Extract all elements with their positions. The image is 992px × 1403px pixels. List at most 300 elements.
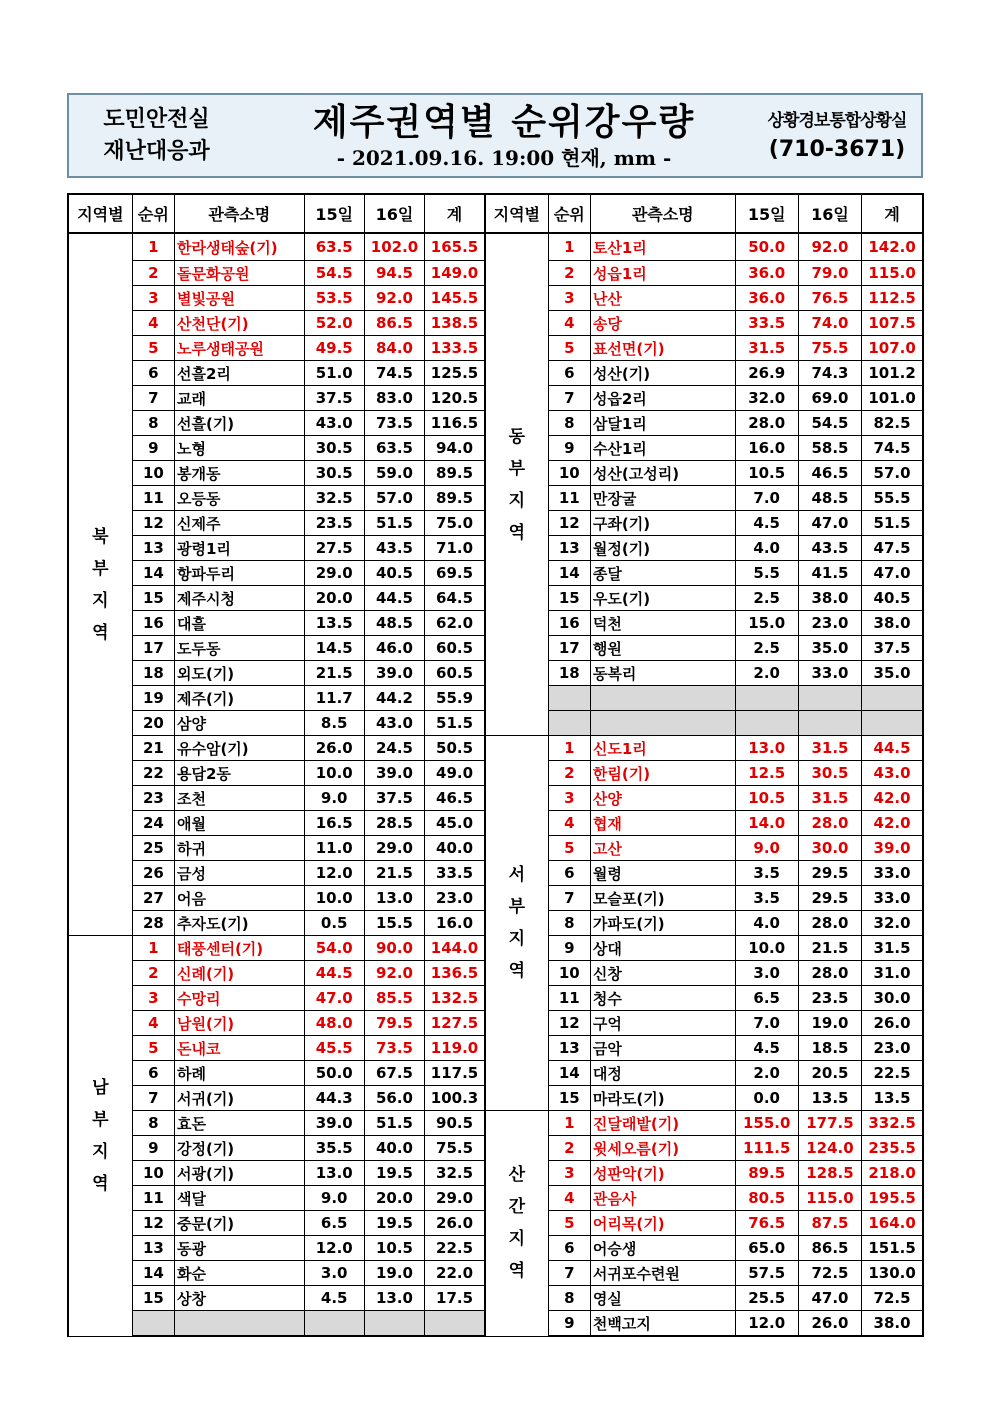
rain-day15: 63.5 bbox=[304, 233, 364, 261]
rain-total: 117.5 bbox=[425, 1061, 485, 1086]
rain-day16: 13.0 bbox=[364, 1286, 424, 1311]
rain-day15: 2.0 bbox=[735, 661, 798, 686]
rain-day15: 53.5 bbox=[304, 286, 364, 311]
rain-day15: 37.5 bbox=[304, 386, 364, 411]
station-rank: 8 bbox=[548, 1286, 590, 1311]
station-name: 광령1리 bbox=[174, 536, 304, 561]
station-name: 어음 bbox=[174, 886, 304, 911]
rain-day15: 32.5 bbox=[304, 486, 364, 511]
station-name: 서광(기) bbox=[174, 1161, 304, 1186]
rain-total: 69.5 bbox=[425, 561, 485, 586]
empty-cell bbox=[798, 711, 861, 736]
rain-total: 89.5 bbox=[425, 486, 485, 511]
rain-day15: 5.5 bbox=[735, 561, 798, 586]
col-header-day16: 16일 bbox=[364, 194, 424, 233]
rain-day16: 84.0 bbox=[364, 336, 424, 361]
rain-day15: 76.5 bbox=[735, 1211, 798, 1236]
rain-total: 89.5 bbox=[425, 461, 485, 486]
rain-day15: 28.0 bbox=[735, 411, 798, 436]
rain-day16: 87.5 bbox=[798, 1211, 861, 1236]
station-name: 성읍2리 bbox=[590, 386, 735, 411]
rain-day16: 33.0 bbox=[798, 661, 861, 686]
rain-day16: 92.0 bbox=[364, 961, 424, 986]
rain-day16: 39.0 bbox=[364, 661, 424, 686]
station-name: 가파도(기) bbox=[590, 911, 735, 936]
station-rank: 13 bbox=[132, 1236, 174, 1261]
station-rank: 6 bbox=[548, 361, 590, 386]
station-name: 삼달1리 bbox=[590, 411, 735, 436]
rain-total: 74.5 bbox=[862, 436, 923, 461]
rain-total: 22.0 bbox=[425, 1261, 485, 1286]
station-name: 난산 bbox=[590, 286, 735, 311]
region-name bbox=[485, 233, 548, 736]
rain-total: 332.5 bbox=[862, 1111, 923, 1136]
station-name: 색달 bbox=[174, 1186, 304, 1211]
station-rank: 5 bbox=[132, 336, 174, 361]
station-name: 천백고지 bbox=[590, 1311, 735, 1337]
station-rank: 14 bbox=[132, 561, 174, 586]
rain-day16: 67.5 bbox=[364, 1061, 424, 1086]
rain-day15: 3.0 bbox=[304, 1261, 364, 1286]
station-rank: 3 bbox=[132, 986, 174, 1011]
rain-day16: 63.5 bbox=[364, 436, 424, 461]
rain-day16: 44.5 bbox=[364, 586, 424, 611]
rain-day16: 21.5 bbox=[798, 936, 861, 961]
station-name: 산양 bbox=[590, 786, 735, 811]
rain-total: 49.0 bbox=[425, 761, 485, 786]
empty-cell bbox=[590, 686, 735, 711]
station-name: 신도1리 bbox=[590, 736, 735, 761]
station-rank: 8 bbox=[548, 411, 590, 436]
station-name: 성산(기) bbox=[590, 361, 735, 386]
station-rank: 12 bbox=[132, 1211, 174, 1236]
rain-total: 40.5 bbox=[862, 586, 923, 611]
rain-day16: 124.0 bbox=[798, 1136, 861, 1161]
col-header-region: 지역별 bbox=[485, 194, 548, 233]
rain-total: 235.5 bbox=[862, 1136, 923, 1161]
station-name: 상대 bbox=[590, 936, 735, 961]
rain-total: 16.0 bbox=[425, 911, 485, 936]
rain-day16: 29.5 bbox=[798, 886, 861, 911]
station-rank: 25 bbox=[132, 836, 174, 861]
station-rank: 15 bbox=[132, 1286, 174, 1311]
col-header-day16: 16일 bbox=[798, 194, 861, 233]
station-name: 동광 bbox=[174, 1236, 304, 1261]
station-name: 송당 bbox=[590, 311, 735, 336]
rain-total: 218.0 bbox=[862, 1161, 923, 1186]
station-rank: 10 bbox=[132, 461, 174, 486]
station-rank: 5 bbox=[132, 1036, 174, 1061]
rain-day15: 2.5 bbox=[735, 586, 798, 611]
station-rank: 4 bbox=[548, 1186, 590, 1211]
station-name: 진달래밭(기) bbox=[590, 1111, 735, 1136]
office-name: 상황경보통합상황실 bbox=[767, 110, 907, 131]
rain-day16: 40.0 bbox=[364, 1136, 424, 1161]
rain-day16: 28.0 bbox=[798, 911, 861, 936]
rain-day16: 21.5 bbox=[364, 861, 424, 886]
col-header-station: 관측소명 bbox=[590, 194, 735, 233]
station-name: 청수 bbox=[590, 986, 735, 1011]
rain-total: 145.5 bbox=[425, 286, 485, 311]
rain-total: 144.0 bbox=[425, 936, 485, 961]
station-name: 도두동 bbox=[174, 636, 304, 661]
rain-total: 44.5 bbox=[862, 736, 923, 761]
rain-day16: 72.5 bbox=[798, 1261, 861, 1286]
rain-day15: 89.5 bbox=[735, 1161, 798, 1186]
station-rank: 1 bbox=[548, 736, 590, 761]
rain-day16: 28.0 bbox=[798, 811, 861, 836]
region-label: 남부지역 bbox=[92, 1077, 109, 1194]
rain-total: 133.5 bbox=[425, 336, 485, 361]
rain-total: 46.5 bbox=[425, 786, 485, 811]
station-name: 중문(기) bbox=[174, 1211, 304, 1236]
rain-total: 64.5 bbox=[425, 586, 485, 611]
rain-day15: 29.0 bbox=[304, 561, 364, 586]
station-rank: 1 bbox=[548, 1111, 590, 1136]
rain-day16: 40.5 bbox=[364, 561, 424, 586]
station-name: 수산1리 bbox=[590, 436, 735, 461]
station-name: 대정 bbox=[590, 1061, 735, 1086]
rain-day15: 48.0 bbox=[304, 1011, 364, 1036]
station-name: 화순 bbox=[174, 1261, 304, 1286]
station-rank: 5 bbox=[548, 836, 590, 861]
rain-total: 30.0 bbox=[862, 986, 923, 1011]
rain-day15: 0.0 bbox=[735, 1086, 798, 1111]
station-rank: 1 bbox=[548, 233, 590, 261]
station-rank: 9 bbox=[548, 436, 590, 461]
rain-day16: 43.0 bbox=[364, 711, 424, 736]
rain-day15: 12.0 bbox=[735, 1311, 798, 1337]
rainfall-table bbox=[67, 193, 924, 1337]
station-name: 모슬포(기) bbox=[590, 886, 735, 911]
rain-day15: 44.3 bbox=[304, 1086, 364, 1111]
station-name: 협재 bbox=[590, 811, 735, 836]
region-name bbox=[68, 233, 132, 936]
table-header-row bbox=[68, 194, 923, 233]
rain-day15: 3.5 bbox=[735, 861, 798, 886]
rain-day15: 49.5 bbox=[304, 336, 364, 361]
rain-total: 75.5 bbox=[425, 1136, 485, 1161]
station-rank: 24 bbox=[132, 811, 174, 836]
rain-day15: 32.0 bbox=[735, 386, 798, 411]
rain-day16: 31.5 bbox=[798, 736, 861, 761]
rain-total: 112.5 bbox=[862, 286, 923, 311]
station-name: 유수암(기) bbox=[174, 736, 304, 761]
rain-day16: 102.0 bbox=[364, 233, 424, 261]
table-row bbox=[68, 1111, 923, 1136]
station-name: 하례 bbox=[174, 1061, 304, 1086]
rain-day15: 15.0 bbox=[735, 611, 798, 636]
rain-day15: 155.0 bbox=[735, 1111, 798, 1136]
station-rank: 15 bbox=[548, 586, 590, 611]
rain-day15: 54.0 bbox=[304, 936, 364, 961]
col-header-total: 계 bbox=[862, 194, 923, 233]
empty-cell bbox=[132, 1311, 174, 1337]
station-name: 선흘(기) bbox=[174, 411, 304, 436]
rain-day16: 86.5 bbox=[798, 1236, 861, 1261]
rain-total: 82.5 bbox=[862, 411, 923, 436]
rain-total: 22.5 bbox=[425, 1236, 485, 1261]
contact-block bbox=[757, 103, 917, 168]
rain-day15: 51.0 bbox=[304, 361, 364, 386]
station-name: 고산 bbox=[590, 836, 735, 861]
rain-day15: 14.5 bbox=[304, 636, 364, 661]
rain-total: 149.0 bbox=[425, 261, 485, 286]
rain-day15: 4.0 bbox=[735, 911, 798, 936]
station-name: 선흘2리 bbox=[174, 361, 304, 386]
rain-total: 51.5 bbox=[862, 511, 923, 536]
rain-day16: 75.5 bbox=[798, 336, 861, 361]
rain-day16: 73.5 bbox=[364, 1036, 424, 1061]
rain-day16: 59.0 bbox=[364, 461, 424, 486]
station-name: 돈내코 bbox=[174, 1036, 304, 1061]
rain-day16: 90.0 bbox=[364, 936, 424, 961]
title-block bbox=[244, 95, 764, 176]
rain-total: 55.5 bbox=[862, 486, 923, 511]
rain-day15: 8.5 bbox=[304, 711, 364, 736]
rain-day15: 7.0 bbox=[735, 486, 798, 511]
station-name: 표선면(기) bbox=[590, 336, 735, 361]
station-name: 우도(기) bbox=[590, 586, 735, 611]
empty-cell bbox=[548, 711, 590, 736]
station-name: 구좌(기) bbox=[590, 511, 735, 536]
station-name: 남원(기) bbox=[174, 1011, 304, 1036]
rain-day15: 45.5 bbox=[304, 1036, 364, 1061]
rain-day15: 44.5 bbox=[304, 961, 364, 986]
rain-day16: 86.5 bbox=[364, 311, 424, 336]
rain-day16: 47.0 bbox=[798, 1286, 861, 1311]
rain-day15: 31.5 bbox=[735, 336, 798, 361]
rain-day16: 51.5 bbox=[364, 511, 424, 536]
station-rank: 28 bbox=[132, 911, 174, 936]
rain-total: 31.5 bbox=[862, 936, 923, 961]
page-subtitle: - 2021.09.16. 19:00 현재, mm - bbox=[336, 146, 672, 170]
rain-total: 32.0 bbox=[862, 911, 923, 936]
rain-day15: 80.5 bbox=[735, 1186, 798, 1211]
station-name: 오등동 bbox=[174, 486, 304, 511]
rain-day15: 16.5 bbox=[304, 811, 364, 836]
col-header-rank: 순위 bbox=[132, 194, 174, 233]
station-name: 신례(기) bbox=[174, 961, 304, 986]
rain-day15: 4.5 bbox=[735, 511, 798, 536]
rain-total: 32.5 bbox=[425, 1161, 485, 1186]
rain-total: 130.0 bbox=[862, 1261, 923, 1286]
station-name: 항파두리 bbox=[174, 561, 304, 586]
rain-day16: 28.5 bbox=[364, 811, 424, 836]
rain-total: 62.0 bbox=[425, 611, 485, 636]
rain-day15: 6.5 bbox=[304, 1211, 364, 1236]
station-rank: 11 bbox=[548, 986, 590, 1011]
station-name: 윗세오름(기) bbox=[590, 1136, 735, 1161]
region-label: 동부지역 bbox=[508, 426, 526, 543]
station-name: 추자도(기) bbox=[174, 911, 304, 936]
col-header-day15: 15일 bbox=[304, 194, 364, 233]
station-rank: 17 bbox=[548, 636, 590, 661]
station-rank: 5 bbox=[548, 1211, 590, 1236]
rain-total: 195.5 bbox=[862, 1186, 923, 1211]
station-rank: 26 bbox=[132, 861, 174, 886]
rain-day15: 47.0 bbox=[304, 986, 364, 1011]
rain-total: 120.5 bbox=[425, 386, 485, 411]
rain-total: 50.5 bbox=[425, 736, 485, 761]
rain-day15: 54.5 bbox=[304, 261, 364, 286]
station-rank: 22 bbox=[132, 761, 174, 786]
rain-total: 60.5 bbox=[425, 661, 485, 686]
station-rank: 10 bbox=[548, 961, 590, 986]
rain-day16: 39.0 bbox=[364, 761, 424, 786]
station-rank: 13 bbox=[132, 536, 174, 561]
rain-total: 51.5 bbox=[425, 711, 485, 736]
rain-total: 55.9 bbox=[425, 686, 485, 711]
station-name: 성산(고성리) bbox=[590, 461, 735, 486]
rain-total: 60.5 bbox=[425, 636, 485, 661]
rain-total: 138.5 bbox=[425, 311, 485, 336]
station-name: 하귀 bbox=[174, 836, 304, 861]
rain-total: 13.5 bbox=[862, 1086, 923, 1111]
rain-day16: 73.5 bbox=[364, 411, 424, 436]
rain-day15: 35.5 bbox=[304, 1136, 364, 1161]
empty-cell bbox=[590, 711, 735, 736]
rain-day15: 50.0 bbox=[304, 1061, 364, 1086]
rain-day16: 19.0 bbox=[798, 1011, 861, 1036]
rain-day16: 44.2 bbox=[364, 686, 424, 711]
rain-day16: 79.5 bbox=[364, 1011, 424, 1036]
rain-day15: 27.5 bbox=[304, 536, 364, 561]
station-name: 월정(기) bbox=[590, 536, 735, 561]
station-rank: 12 bbox=[548, 1011, 590, 1036]
rain-day15: 4.5 bbox=[304, 1286, 364, 1311]
rain-total: 72.5 bbox=[862, 1286, 923, 1311]
station-rank: 15 bbox=[548, 1086, 590, 1111]
region-name bbox=[485, 736, 548, 1111]
rain-day15: 33.5 bbox=[735, 311, 798, 336]
rain-day15: 36.0 bbox=[735, 286, 798, 311]
rain-total: 75.0 bbox=[425, 511, 485, 536]
station-rank: 6 bbox=[548, 1236, 590, 1261]
rain-day16: 177.5 bbox=[798, 1111, 861, 1136]
station-rank: 3 bbox=[548, 286, 590, 311]
station-name: 제주시청 bbox=[174, 586, 304, 611]
station-name: 구억 bbox=[590, 1011, 735, 1036]
rain-day16: 23.5 bbox=[798, 986, 861, 1011]
empty-cell bbox=[798, 686, 861, 711]
rain-day15: 43.0 bbox=[304, 411, 364, 436]
rain-total: 115.0 bbox=[862, 261, 923, 286]
station-rank: 11 bbox=[132, 486, 174, 511]
rain-day16: 30.5 bbox=[798, 761, 861, 786]
rain-day16: 76.5 bbox=[798, 286, 861, 311]
station-rank: 3 bbox=[548, 786, 590, 811]
empty-cell bbox=[364, 1311, 424, 1337]
station-rank: 2 bbox=[548, 761, 590, 786]
region-label: 서부지역 bbox=[508, 865, 526, 981]
rain-day15: 52.0 bbox=[304, 311, 364, 336]
station-name: 신창 bbox=[590, 961, 735, 986]
rain-total: 107.5 bbox=[862, 311, 923, 336]
rain-day15: 12.0 bbox=[304, 1236, 364, 1261]
station-rank: 4 bbox=[132, 1011, 174, 1036]
station-name: 조천 bbox=[174, 786, 304, 811]
rain-total: 26.0 bbox=[425, 1211, 485, 1236]
rain-day16: 29.5 bbox=[798, 861, 861, 886]
rain-total: 37.5 bbox=[862, 636, 923, 661]
office-phone: (710-3671) bbox=[768, 136, 906, 162]
station-name: 성읍1리 bbox=[590, 261, 735, 286]
rain-day16: 19.5 bbox=[364, 1161, 424, 1186]
header-banner bbox=[67, 93, 923, 178]
station-rank: 11 bbox=[548, 486, 590, 511]
station-rank: 2 bbox=[132, 261, 174, 286]
station-rank: 14 bbox=[548, 1061, 590, 1086]
station-rank: 27 bbox=[132, 886, 174, 911]
rain-total: 29.0 bbox=[425, 1186, 485, 1211]
station-rank: 10 bbox=[548, 461, 590, 486]
rain-day15: 10.0 bbox=[304, 761, 364, 786]
rain-day15: 3.0 bbox=[735, 961, 798, 986]
col-header-rank: 순위 bbox=[548, 194, 590, 233]
rain-day16: 31.5 bbox=[798, 786, 861, 811]
rain-total: 31.0 bbox=[862, 961, 923, 986]
page-title: 제주권역별 순위강우량 bbox=[312, 102, 696, 143]
station-rank: 16 bbox=[548, 611, 590, 636]
region-label: 산간지역 bbox=[508, 1165, 526, 1282]
rain-day16: 46.5 bbox=[798, 461, 861, 486]
rain-day16: 54.5 bbox=[798, 411, 861, 436]
rain-total: 26.0 bbox=[862, 1011, 923, 1036]
station-name: 용담2동 bbox=[174, 761, 304, 786]
rain-day15: 16.0 bbox=[735, 436, 798, 461]
rain-total: 164.0 bbox=[862, 1211, 923, 1236]
station-name: 산천단(기) bbox=[174, 311, 304, 336]
empty-cell bbox=[735, 686, 798, 711]
rain-total: 151.5 bbox=[862, 1236, 923, 1261]
rain-day15: 4.0 bbox=[735, 536, 798, 561]
rain-total: 132.5 bbox=[425, 986, 485, 1011]
rain-day16: 47.0 bbox=[798, 511, 861, 536]
rain-day16: 41.5 bbox=[798, 561, 861, 586]
station-rank: 4 bbox=[132, 311, 174, 336]
rain-total: 136.5 bbox=[425, 961, 485, 986]
rain-day15: 9.0 bbox=[304, 1186, 364, 1211]
station-name: 어승생 bbox=[590, 1236, 735, 1261]
rain-total: 101.0 bbox=[862, 386, 923, 411]
rain-day16: 48.5 bbox=[364, 611, 424, 636]
station-rank: 18 bbox=[132, 661, 174, 686]
station-name: 마라도(기) bbox=[590, 1086, 735, 1111]
rain-day15: 30.5 bbox=[304, 461, 364, 486]
station-rank: 15 bbox=[132, 586, 174, 611]
station-name: 만장굴 bbox=[590, 486, 735, 511]
rain-day15: 13.5 bbox=[304, 611, 364, 636]
station-name: 성판악(기) bbox=[590, 1161, 735, 1186]
rain-day15: 25.5 bbox=[735, 1286, 798, 1311]
station-name: 신제주 bbox=[174, 511, 304, 536]
rain-day16: 30.0 bbox=[798, 836, 861, 861]
station-name: 대흘 bbox=[174, 611, 304, 636]
rain-day15: 2.5 bbox=[735, 636, 798, 661]
station-name: 월령 bbox=[590, 861, 735, 886]
station-rank: 8 bbox=[132, 1111, 174, 1136]
table-row bbox=[68, 233, 923, 261]
rain-day15: 9.0 bbox=[304, 786, 364, 811]
rain-day15: 13.0 bbox=[735, 736, 798, 761]
rain-day15: 23.5 bbox=[304, 511, 364, 536]
department-line-1: 도민안전실 bbox=[103, 106, 210, 132]
station-name: 금성 bbox=[174, 861, 304, 886]
rain-day16: 13.5 bbox=[798, 1086, 861, 1111]
station-name: 교래 bbox=[174, 386, 304, 411]
rain-day16: 18.5 bbox=[798, 1036, 861, 1061]
